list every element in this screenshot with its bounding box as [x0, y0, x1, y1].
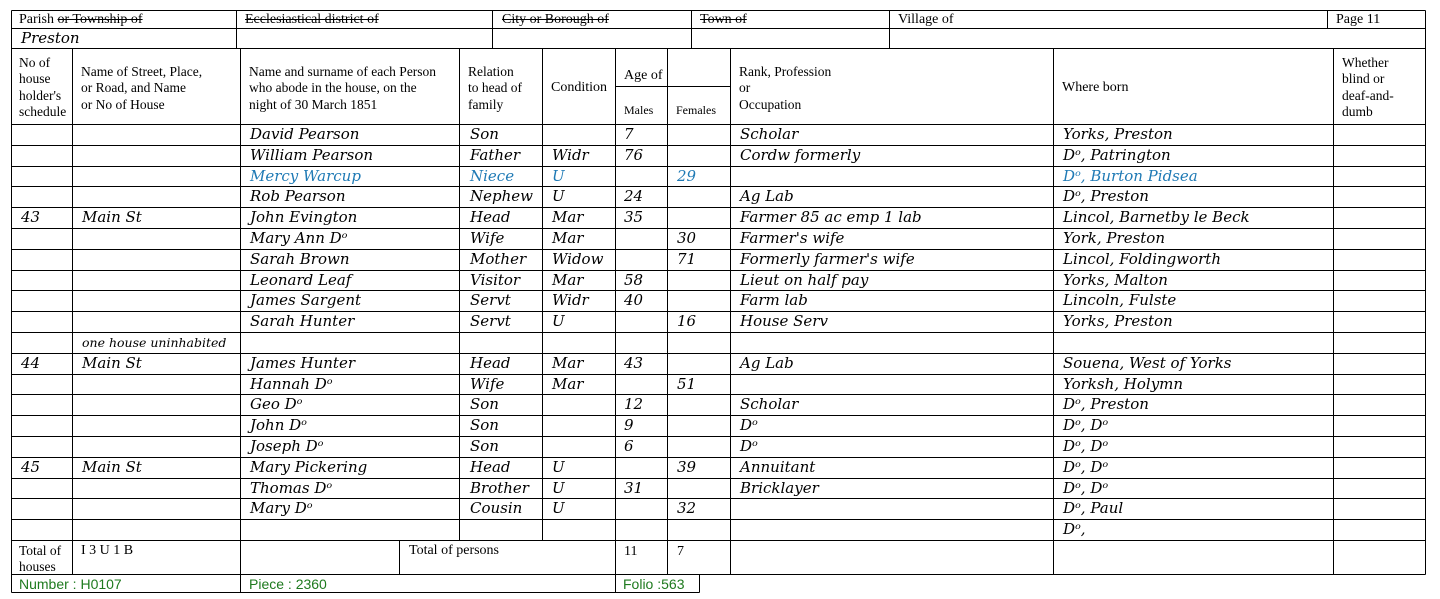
cell-condition: U	[552, 457, 565, 476]
cell-condition: U	[552, 499, 565, 518]
cell-occupation: Ag Lab	[740, 353, 794, 372]
cell-relation: Servt	[470, 291, 511, 310]
parish-value: Preston	[21, 29, 80, 47]
cell-born: Dᵒ, Preston	[1063, 395, 1149, 414]
cell-female: 30	[677, 229, 697, 247]
town-label: Town of	[700, 12, 747, 27]
cell-relation: Nephew	[470, 187, 533, 206]
cell-relation: Cousin	[470, 499, 523, 518]
cell-schedule: 44	[21, 353, 41, 372]
cell-female: 51	[677, 374, 697, 393]
cell-born: Dᵒ, Preston	[1063, 187, 1149, 206]
col-header-relation-line: family	[468, 96, 504, 112]
cell-relation: Son	[470, 395, 499, 414]
cell-name: Mercy Warcup	[250, 166, 361, 185]
col-header-age: Age of	[624, 68, 663, 83]
cell-born: Dᵒ,	[1063, 520, 1086, 539]
cell-name: Leonard Leaf	[250, 270, 352, 289]
cell-name: William Pearson	[250, 145, 374, 164]
cell-born: Yorksh, Holymn	[1063, 374, 1184, 393]
col-header-street	[81, 64, 239, 113]
cell-relation: Head	[470, 353, 511, 372]
cell-born: Dᵒ, Paul	[1063, 499, 1124, 518]
cell-female: 16	[677, 312, 697, 331]
col-header-males: Males	[624, 103, 654, 117]
reference-number: Number : H0107	[19, 576, 122, 592]
col-header-occupation	[739, 64, 1049, 113]
cell-name: Geo Dᵒ	[250, 395, 303, 414]
cell-condition: U	[552, 478, 565, 497]
page-number: Page 11	[1336, 12, 1381, 27]
total-males: 11	[624, 544, 638, 559]
cell-born: Yorks, Preston	[1063, 312, 1173, 331]
cell-male: 40	[624, 291, 644, 310]
cell-condition: U	[552, 187, 565, 206]
cell-occupation: Cordw formerly	[740, 145, 861, 164]
cell-name: John Evington	[250, 208, 358, 227]
cell-relation: Visitor	[470, 270, 521, 289]
cell-condition: Mar	[552, 374, 584, 393]
cell-condition: Mar	[552, 270, 584, 289]
cell-male: 35	[624, 208, 644, 227]
cell-born: Souena, West of Yorks	[1063, 353, 1232, 372]
cell-born: Dᵒ, Burton Pidsea	[1063, 166, 1198, 185]
cell-female: 39	[677, 457, 697, 476]
cell-relation: Mother	[470, 249, 527, 268]
cell-occupation: House Serv	[740, 312, 828, 331]
cell-relation: Head	[470, 208, 511, 227]
cell-male: 31	[624, 478, 644, 497]
cell-male: 7	[624, 125, 634, 143]
total-houses-value: I 3 U 1 B	[81, 543, 134, 558]
total-houses-label	[19, 543, 73, 576]
cell-occupation: Farmer's wife	[740, 229, 845, 247]
cell-condition: Mar	[552, 208, 584, 227]
ecclesiastical-district-label: Ecclesiastical district of	[245, 12, 379, 27]
cell-born: Lincol, Barnetby le Beck	[1063, 208, 1250, 227]
col-header-blind-line: deaf-and-	[1342, 87, 1394, 103]
cell-street: Main St	[82, 208, 142, 227]
col-header-where-born: Where born	[1062, 80, 1129, 95]
col-header-relation	[468, 64, 542, 113]
cell-relation: Brother	[470, 478, 529, 497]
col-header-schedule-line: holder's	[19, 87, 62, 103]
col-header-name	[249, 64, 461, 113]
cell-born: Dᵒ, Dᵒ	[1063, 416, 1109, 435]
village-label: Village of	[898, 12, 954, 27]
col-header-condition: Condition	[551, 80, 608, 95]
col-header-schedule-line: house	[19, 71, 51, 87]
cell-male: 58	[624, 270, 644, 289]
cell-condition: Mar	[552, 353, 584, 372]
cell-female: 32	[677, 499, 697, 518]
cell-male: 6	[624, 437, 634, 455]
cell-street: Main St	[82, 457, 142, 476]
col-header-street-line: or Road, and Name	[81, 80, 186, 96]
col-header-street-line: Name of Street, Place,	[81, 64, 203, 79]
cell-condition: U	[552, 312, 565, 331]
col-header-blind-line: dumb	[1342, 104, 1373, 120]
cell-condition: Widr	[552, 145, 589, 164]
cell-male: 24	[624, 187, 644, 206]
cell-relation: Head	[470, 457, 511, 476]
cell-occupation: Scholar	[740, 395, 799, 414]
cell-name: Mary Pickering	[250, 457, 368, 476]
cell-name: Joseph Dᵒ	[250, 437, 324, 455]
cell-relation: Father	[470, 145, 521, 164]
cell-relation: Son	[470, 416, 499, 435]
col-header-name-line: Name and surname of each Person	[249, 64, 437, 79]
cell-name: Sarah Hunter	[250, 312, 355, 331]
total-houses-label-line: Total of	[19, 543, 62, 558]
cell-occupation: Farm lab	[740, 291, 808, 310]
cell-name: Rob Pearson	[250, 187, 346, 206]
cell-occupation: Farmer 85 ac emp 1 lab	[740, 208, 922, 227]
total-persons-label: Total of persons	[409, 543, 500, 558]
col-header-relation-line: to head of	[468, 80, 522, 96]
col-header-occupation-line: or	[739, 80, 751, 96]
cell-born: Dᵒ, Dᵒ	[1063, 437, 1109, 455]
city-borough-label: City or Borough of	[502, 12, 609, 27]
cell-born: Lincol, Foldingworth	[1063, 249, 1221, 268]
cell-name: Thomas Dᵒ	[250, 478, 333, 497]
cell-name: Sarah Brown	[250, 249, 350, 268]
parish-label-text: Parish	[19, 12, 54, 27]
cell-born: Dᵒ, Patrington	[1063, 145, 1171, 164]
cell-male: 43	[624, 353, 644, 372]
cell-condition: Widow	[552, 249, 604, 268]
cell-condition: Widr	[552, 291, 589, 310]
col-header-name-line: who abode in the house, on the	[249, 80, 417, 96]
cell-relation: Wife	[470, 229, 505, 247]
cell-name: James Hunter	[250, 353, 355, 372]
cell-born: York, Preston	[1063, 229, 1165, 247]
col-header-females: Females	[676, 103, 716, 117]
piece-number: Piece : 2360	[249, 576, 327, 592]
cell-relation: Son	[470, 125, 499, 143]
col-header-schedule-line: schedule	[19, 104, 67, 120]
cell-schedule: 45	[21, 457, 41, 476]
cell-name: David Pearson	[250, 125, 360, 143]
cell-condition: U	[552, 166, 565, 185]
cell-born: Yorks, Preston	[1063, 125, 1173, 143]
cell-male: 9	[624, 416, 634, 435]
cell-name: John Dᵒ	[250, 416, 307, 435]
folio-number: Folio :563	[623, 576, 685, 592]
col-header-occupation-line: Occupation	[739, 96, 802, 112]
col-header-relation-line: Relation	[468, 64, 514, 79]
col-header-blind-line: blind or	[1342, 71, 1385, 87]
col-header-schedule-line: No of	[19, 55, 51, 70]
cell-male: 12	[624, 395, 644, 414]
col-header-occupation-line: Rank, Profession	[739, 64, 832, 79]
cell-male: 76	[624, 145, 644, 164]
cell-occupation: Bricklayer	[740, 478, 819, 497]
col-header-blind-line: Whether	[1342, 55, 1389, 70]
parish-label	[19, 13, 143, 27]
cell-condition: Mar	[552, 229, 584, 247]
cell-name: Mary Dᵒ	[250, 499, 313, 518]
cell-born: Yorks, Malton	[1063, 270, 1168, 289]
cell-street: one house uninhabited	[82, 335, 227, 350]
cell-female: 29	[677, 166, 697, 185]
cell-relation: Son	[470, 437, 499, 455]
cell-street: Main St	[82, 353, 142, 372]
cell-occupation: Scholar	[740, 125, 799, 143]
cell-occupation: Annuitant	[740, 457, 816, 476]
parish-township-struck: or Township of	[57, 12, 143, 27]
cell-occupation: Dᵒ	[740, 437, 758, 455]
cell-name: Hannah Dᵒ	[250, 374, 333, 393]
cell-occupation: Ag Lab	[740, 187, 794, 206]
cell-born: Lincoln, Fulste	[1063, 291, 1177, 310]
cell-female: 71	[677, 249, 697, 268]
cell-relation: Wife	[470, 374, 505, 393]
total-houses-label-line: houses	[19, 559, 56, 575]
col-header-street-line: or No of House	[81, 96, 165, 112]
cell-relation: Servt	[470, 312, 511, 331]
cell-occupation: Lieut on half pay	[740, 270, 869, 289]
cell-name: Mary Ann Dᵒ	[250, 229, 348, 247]
cell-schedule: 43	[21, 208, 41, 227]
cell-occupation: Formerly farmer's wife	[740, 249, 915, 268]
cell-name: James Sargent	[250, 291, 362, 310]
total-females: 7	[677, 544, 684, 559]
cell-relation: Niece	[470, 166, 515, 185]
cell-born: Dᵒ, Dᵒ	[1063, 478, 1109, 497]
cell-occupation: Dᵒ	[740, 416, 758, 435]
cell-born: Dᵒ, Dᵒ	[1063, 457, 1109, 476]
col-header-blind	[1342, 55, 1422, 121]
col-header-name-line: night of 30 March 1851	[249, 96, 378, 112]
col-header-schedule	[19, 55, 71, 121]
